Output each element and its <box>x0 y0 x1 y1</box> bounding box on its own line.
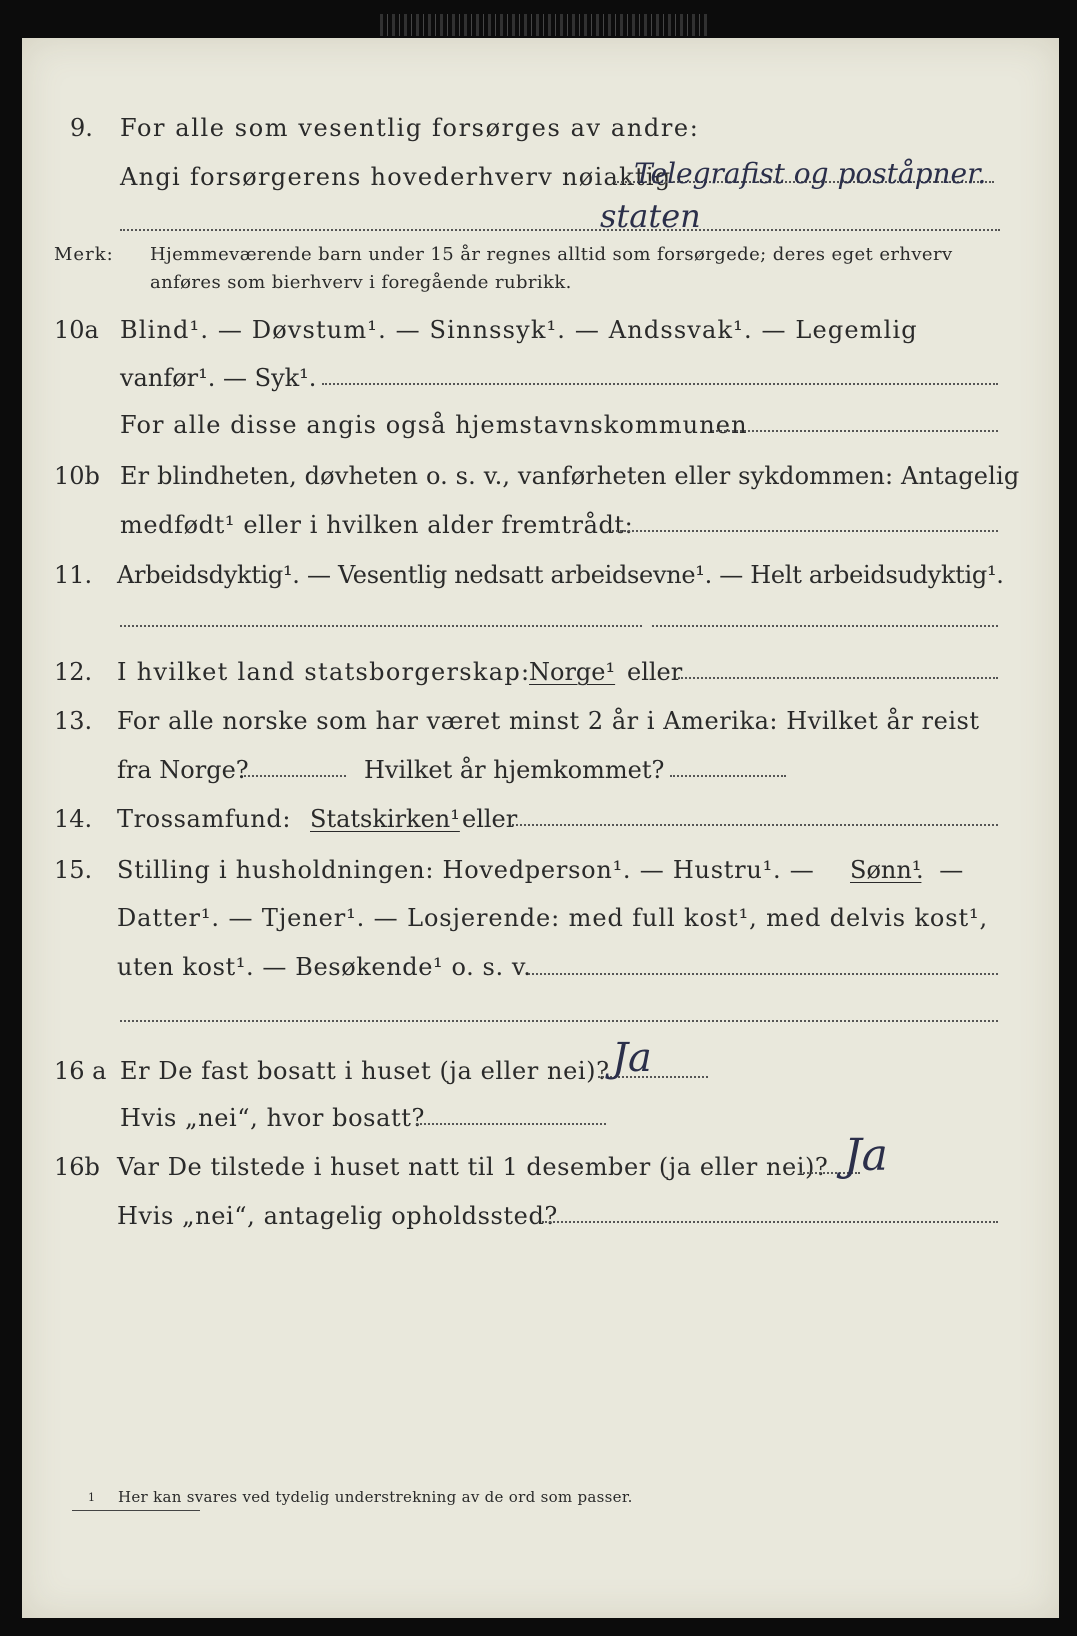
q15-answer-line <box>528 973 998 975</box>
q16a-line2: Hvis „nei“, hvor bosatt? <box>120 1104 425 1132</box>
q12-text-a: I hvilket land statsborgerskap: <box>117 658 531 686</box>
scan-edge-marks <box>380 14 710 36</box>
q11-number: 11. <box>54 561 93 589</box>
merk-line1: Hjemmeværende barn under 15 år regnes alltid som forsørgede; deres eget erhverv <box>150 244 953 265</box>
q10b-line2: medfødt¹ eller i hvilken alder fremtrådt: <box>120 511 634 539</box>
q16b-opholdssted-line <box>542 1221 998 1223</box>
q16b-number: 16b <box>54 1153 100 1181</box>
q16a-bosatt-line <box>416 1123 606 1125</box>
footnote-rule <box>72 1510 200 1511</box>
q10a-line3: For alle disse angis også hjemstavnskommunen <box>120 411 748 439</box>
q13-line2b: Hvilket år hjemkommet? <box>364 756 665 784</box>
q10a-number: 10a <box>54 316 99 344</box>
q16b-handwritten-answer: Ja <box>844 1130 888 1181</box>
q14-answer-line <box>512 824 998 826</box>
q11-line1: Arbeidsdyktig¹. — Vesentlig nedsatt arbeidsevne¹. — Helt arbeidsudyktig¹. <box>117 561 1004 589</box>
q16b-line1: Var De tilstede i huset natt til 1 desember (ja eller nei)? <box>117 1153 829 1181</box>
q15-extra-line <box>120 1020 998 1022</box>
q15-line1a: Stilling i husholdningen: Hovedperson¹. — Hustru¹. — <box>117 856 815 884</box>
q9-answer-line2 <box>120 229 1000 231</box>
q13-reist-line <box>244 775 346 777</box>
q10b-number: 10b <box>54 462 100 490</box>
q13-line2a: fra Norge? <box>117 756 249 784</box>
q16b-line2: Hvis „nei“, antagelig opholdssted? <box>117 1202 558 1230</box>
merk-line2: anføres som bierhverv i foregående rubrikk. <box>150 272 572 293</box>
q9-handwritten-occupation: Telegrafist og poståpner. <box>634 157 987 190</box>
q9-line1: For alle som vesentlig forsørges av andre: <box>120 114 700 142</box>
q12-norge-underlined: Norge¹ <box>529 658 616 686</box>
census-form-page <box>22 38 1059 1618</box>
q10b-answer-line <box>612 530 998 532</box>
footnote-mark: 1 <box>88 1491 95 1504</box>
q14-text-b: eller <box>462 805 518 833</box>
q16a-handwritten-answer: Ja <box>612 1035 652 1081</box>
q13-line1: For alle norske som har været minst 2 år i Amerika: Hvilket år reist <box>117 707 980 735</box>
q10b-line1: Er blindheten, døvheten o. s. v., vanførheten eller sykdommen: Antagelig <box>120 462 1020 490</box>
q11-answer-line-a <box>120 625 642 627</box>
q10a-line1: Blind¹. — Døvstum¹. — Sinnssyk¹. — Andssvak¹. — Legemlig <box>120 316 918 344</box>
q10a-line2: vanfør¹. — Syk¹. <box>120 364 317 392</box>
q9-line2: Angi forsørgerens hovederhverv nøiaktig <box>120 163 672 191</box>
q9-handwritten-employer: staten <box>600 197 701 235</box>
footnote-text: Her kan svares ved tydelig understrekning av de ord som passer. <box>118 1488 633 1506</box>
q15-line2: Datter¹. — Tjener¹. — Losjerende: med full kost¹, med delvis kost¹, <box>117 904 989 932</box>
q10a-hjemstavn-line <box>712 430 998 432</box>
q15-number: 15. <box>54 856 93 884</box>
q15-line3: uten kost¹. — Besøkende¹ o. s. v. <box>117 953 532 981</box>
q10a-answer-line <box>322 383 998 385</box>
q12-answer-line <box>678 677 998 679</box>
q16a-number: 16 a <box>54 1057 107 1085</box>
q14-statskirken-underlined: Statskirken¹ <box>310 805 460 833</box>
q14-number: 14. <box>54 805 93 833</box>
q16a-line1: Er De fast bosatt i huset (ja eller nei)? <box>120 1057 610 1085</box>
q9-number: 9. <box>70 114 93 142</box>
q15-line1b: . — <box>916 856 968 884</box>
q14-text-a: Trossamfund: <box>117 805 292 833</box>
merk-label: Merk: <box>54 244 114 265</box>
q13-hjemkommet-line <box>670 775 786 777</box>
q12-number: 12. <box>54 658 93 686</box>
q15-sonn-underlined: Sønn¹ <box>850 856 922 884</box>
q11-answer-line-b <box>652 625 998 627</box>
q13-number: 13. <box>54 707 93 735</box>
q12-text-b: eller <box>627 658 683 686</box>
